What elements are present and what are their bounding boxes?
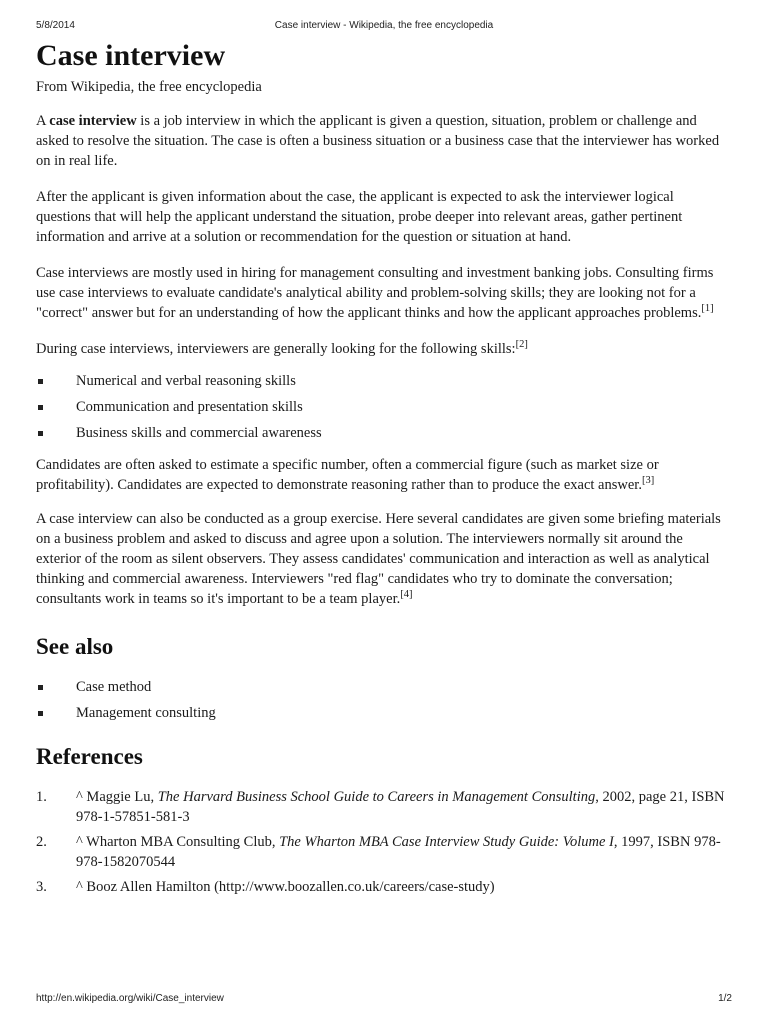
bullet-icon xyxy=(38,431,43,436)
bullet-icon xyxy=(38,405,43,410)
skills-list xyxy=(36,371,728,443)
paragraph-2: After the applicant is given information about the case, the applicant is expected to ask the interviewer logical questions that will help the applicant understand the situation, probe deeper into relevant areas, gather pertinent information and arrive at a solution or recommendation for the question or situation at hand. xyxy=(36,189,683,245)
paragraph-3: Case interviews are mostly used in hiring for management consulting and investment banking jobs. Consulting firms use case interviews to evaluate candidate's analytical ability and problem-solving skills; they are looking not for a "correct" answer but for an understanding of how the applicant thinks and how the applicant approaches problems.[1] xyxy=(36,265,714,321)
see-also-heading: See also xyxy=(36,634,114,659)
citation-link-3[interactable]: [3] xyxy=(641,475,655,486)
reference-link[interactable]: ^ Booz Allen Hamilton (http://www.boozallen.co.uk/careers/case-study) xyxy=(76,879,495,895)
print-date: 5/8/2014 xyxy=(36,20,75,31)
intro-paragraph: A case interview is a job interview in which the applicant is given a question, situation, problem or challenge and asked to resolve the situation. The case is often a business situation or a business case that the interviewer has worked on in real life. xyxy=(36,113,720,169)
see-also-list xyxy=(36,677,728,723)
list-item: Business skills and commercial awareness xyxy=(76,423,728,443)
print-footer xyxy=(36,993,732,1007)
bullet-icon xyxy=(38,685,43,690)
page-number: 1/2 xyxy=(718,993,732,1004)
intro-bold-term: case interview xyxy=(49,113,137,129)
bullet-icon xyxy=(38,711,43,716)
bullet-icon xyxy=(38,379,43,384)
paragraph-5: Candidates are often asked to estimate a specific number, often a commercial figure (such as market size or profitability). Candidates are expected to demonstrate reasoning rather than to produce the exact answer.[3] xyxy=(36,457,659,493)
print-page-title: Case interview - Wikipedia, the free encyclopedia xyxy=(274,20,494,31)
reference-item: 1. ^ Maggie Lu, The Harvard Business School Guide to Careers in Management Consulting, 2002, page 21, ISBN 978-1-57851-581-3 xyxy=(36,789,725,825)
see-also-link-management-consulting[interactable]: Management consulting xyxy=(76,703,728,723)
references-list xyxy=(36,787,728,897)
list-item: Communication and presentation skills xyxy=(76,397,728,417)
citation-link-4[interactable]: [4] xyxy=(400,589,413,600)
paragraph-4: During case interviews, interviewers are generally looking for the following skills:[2] xyxy=(36,339,528,357)
print-header xyxy=(36,20,732,34)
list-item: Numerical and verbal reasoning skills xyxy=(76,371,728,391)
references-heading: References xyxy=(36,744,143,769)
citation-link-1[interactable]: [1] xyxy=(701,303,714,314)
citation-link-2[interactable]: [2] xyxy=(515,339,528,350)
backlink-caret[interactable]: ^ Maggie Lu, xyxy=(76,789,158,805)
reference-item: 3. ^ Booz Allen Hamilton (http://www.boozallen.co.uk/careers/case-study) xyxy=(36,879,495,895)
print-url: http://en.wikipedia.org/wiki/Case_interview xyxy=(36,993,224,1004)
paragraph-6: A case interview can also be conducted as a group exercise. Here several candidates are given some briefing materials on a business problem and asked to discuss and agree upon a solution. The interviewers normally sit around the exterior of the room as silent observers. They assess candidates' communication and interaction as well as analytical thinking and commercial awareness. Interviewers "red flag" candidates who try to dominate the conversation; consultants work in teams so it's important to be a team player.[4] xyxy=(36,511,721,607)
backlink-caret[interactable]: ^ Wharton MBA Consulting Club, xyxy=(76,834,280,850)
reference-item: 2. ^ Wharton MBA Consulting Club, The Wharton MBA Case Interview Study Guide: Volume I, 1997, ISBN 978-978-1582070544 xyxy=(36,834,721,870)
article-content xyxy=(36,38,728,902)
see-also-link-case-method[interactable]: Case method xyxy=(76,677,728,697)
article-subtitle: From Wikipedia, the free encyclopedia xyxy=(36,79,262,95)
page-title: Case interview xyxy=(36,39,226,72)
